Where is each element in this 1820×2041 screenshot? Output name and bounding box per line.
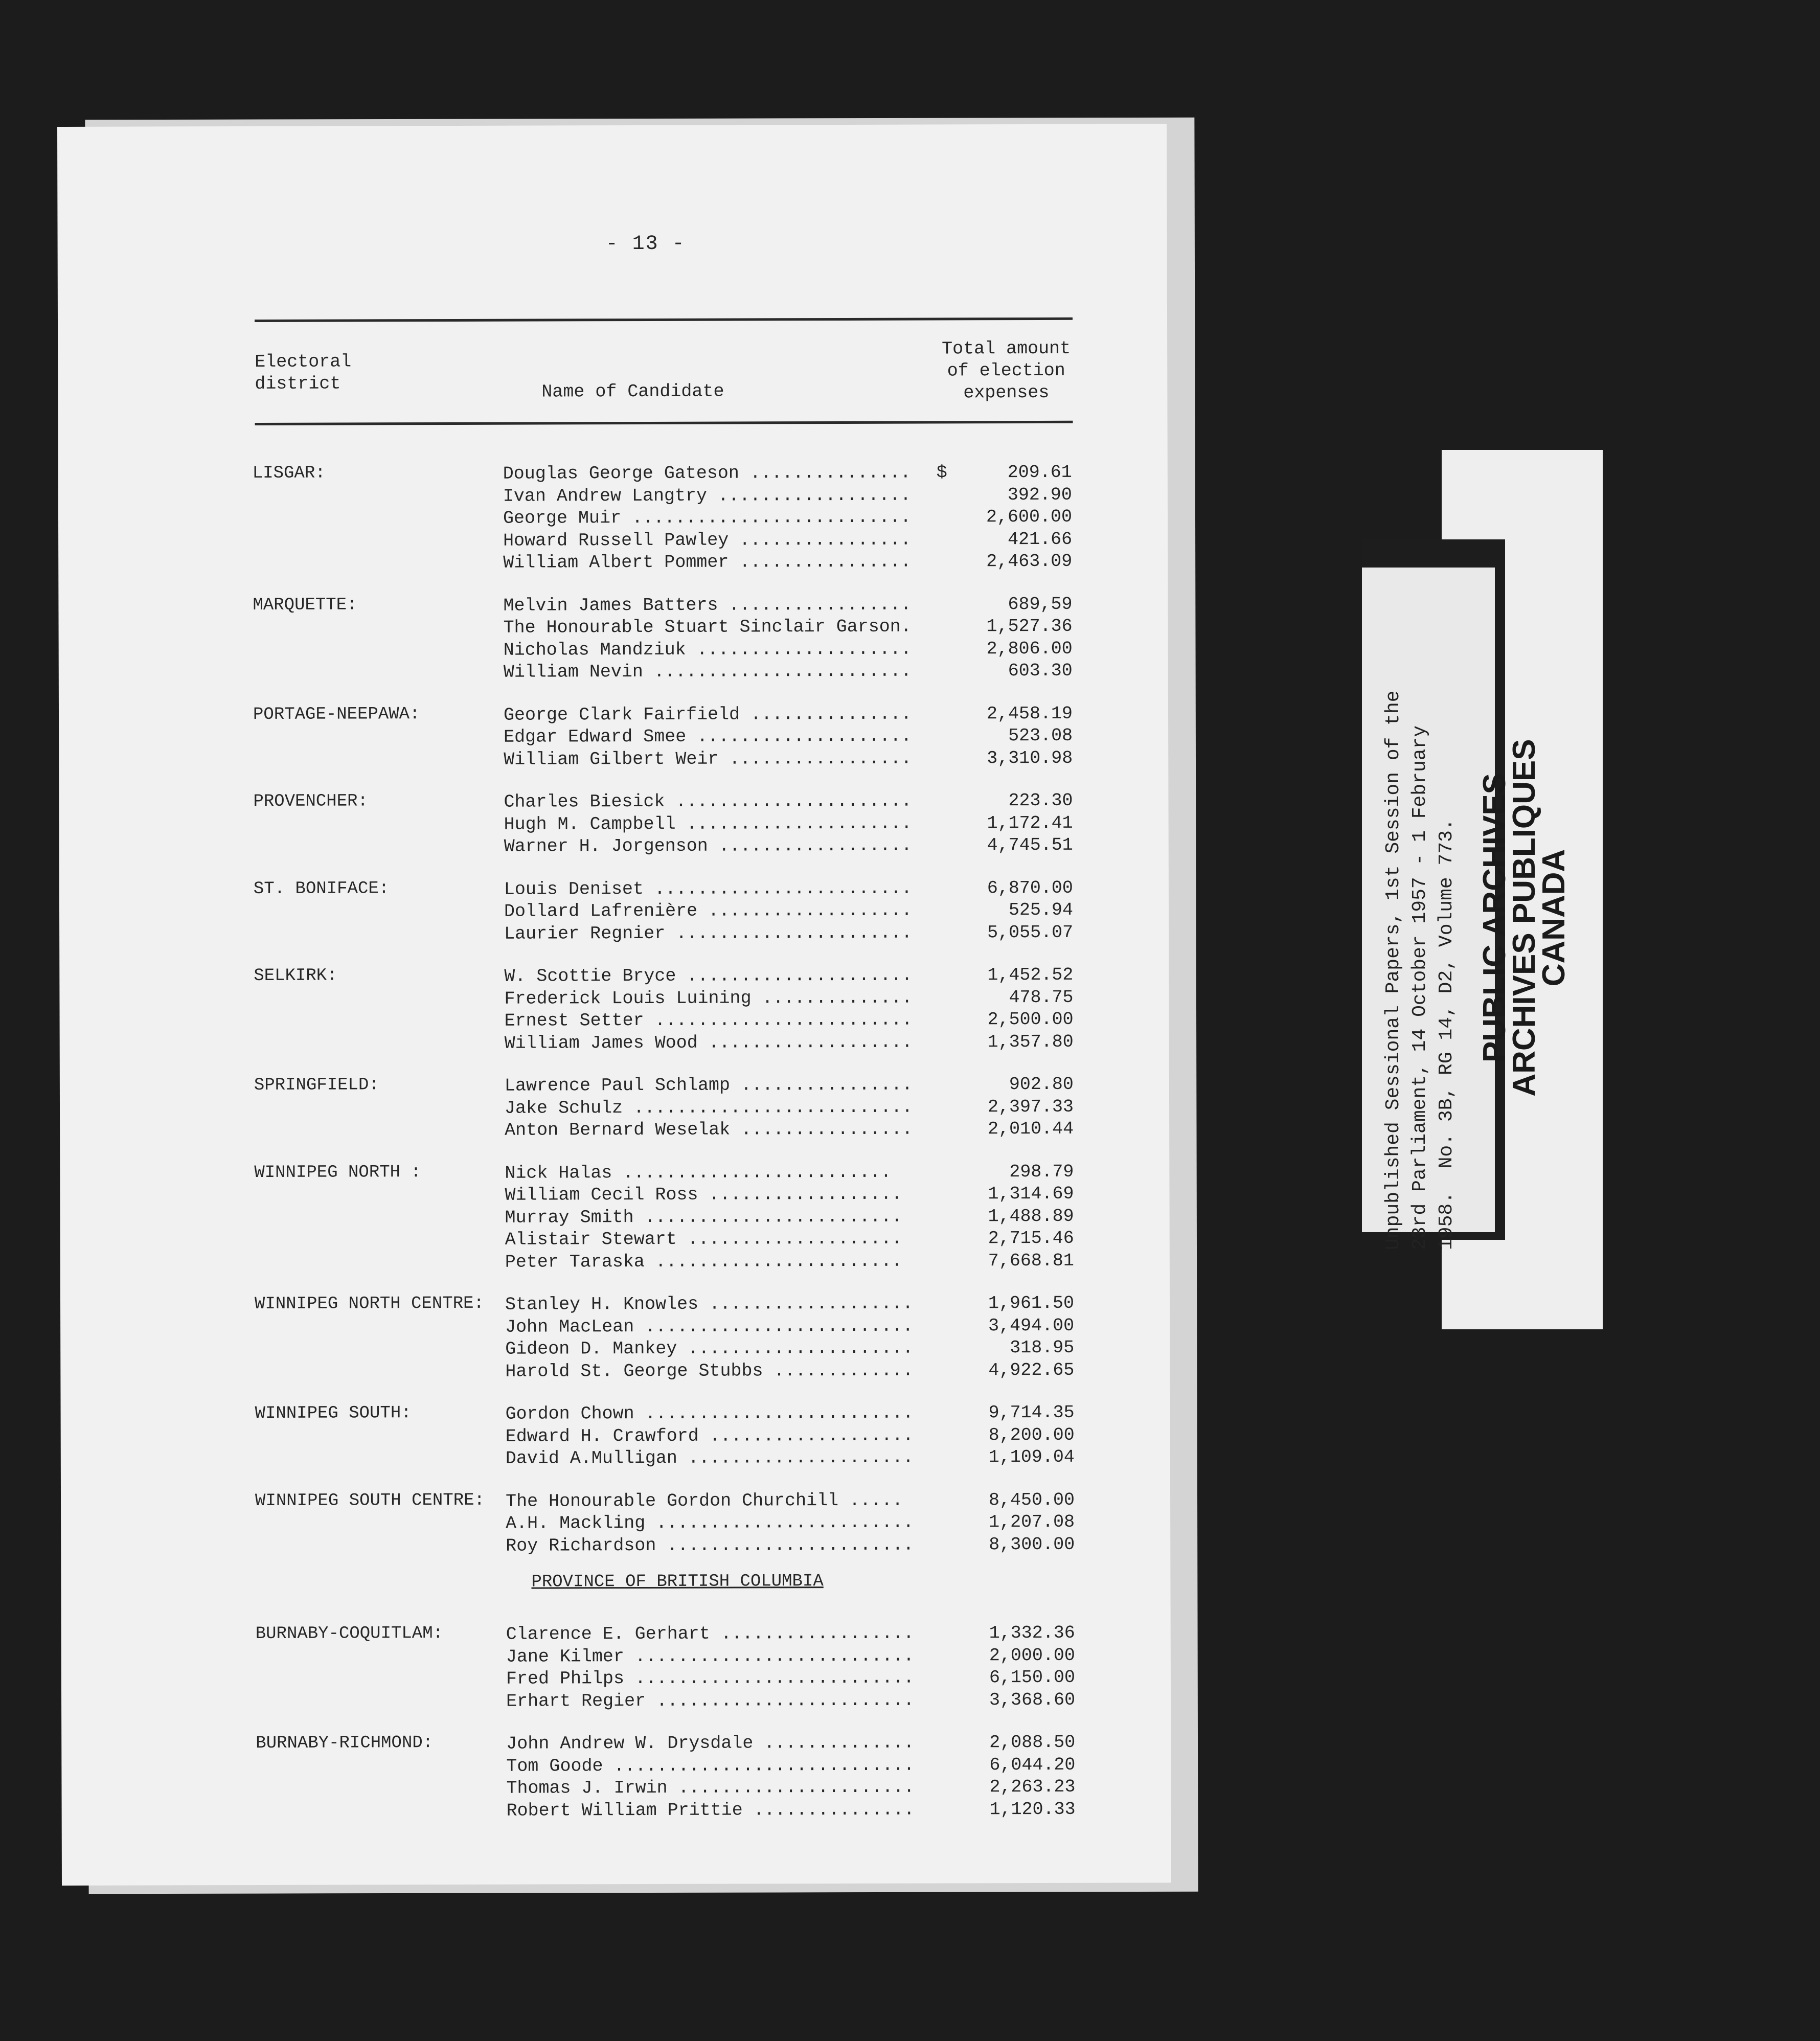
archive-citation: Unpublished Sessional Papers, 1st Session of the 23rd Parliament, 14 October 1957 - 1 February 1958. No. 3B, RG 14, D2, Volume 773. bbox=[1382, 690, 1458, 1250]
expense-amount: 5,055.07 bbox=[987, 922, 1074, 943]
candidate-name: Warner H. Jorgenson .................. bbox=[504, 835, 912, 857]
column-header-amount: Total amount of election expenses bbox=[942, 338, 1071, 403]
header-bottom-rule bbox=[255, 421, 1073, 425]
district-group bbox=[61, 1622, 1171, 1714]
document-page bbox=[57, 124, 1171, 1886]
district-name: WINNIPEG SOUTH CENTRE: bbox=[255, 1490, 485, 1511]
district-group bbox=[58, 593, 1168, 685]
expense-amount: 2,263.23 bbox=[989, 1776, 1076, 1798]
district-group bbox=[59, 877, 1169, 946]
district-group bbox=[59, 702, 1168, 772]
expense-amount: 478.75 bbox=[1009, 987, 1074, 1008]
candidate-row bbox=[59, 986, 1169, 1011]
expense-amount: 8,300.00 bbox=[989, 1534, 1075, 1555]
candidate-row bbox=[61, 1446, 1170, 1471]
district-name: PORTAGE-NEEPAWA: bbox=[253, 704, 420, 724]
candidate-row bbox=[61, 1689, 1171, 1714]
expense-amount: 6,150.00 bbox=[989, 1667, 1075, 1688]
district-name: LISGAR: bbox=[252, 463, 326, 484]
candidate-name: Murray Smith ........................ bbox=[505, 1206, 902, 1228]
expense-amount: 9,714.35 bbox=[988, 1402, 1075, 1423]
district-group bbox=[59, 789, 1168, 859]
candidate-name: W. Scottie Bryce ..................... bbox=[504, 965, 913, 987]
expense-amount: 1,961.50 bbox=[988, 1292, 1075, 1314]
candidate-row bbox=[61, 1533, 1170, 1558]
candidate-row bbox=[59, 747, 1168, 772]
district-name: PROVENCHER: bbox=[253, 791, 368, 812]
candidate-row bbox=[60, 1292, 1170, 1317]
district-group bbox=[61, 1731, 1171, 1823]
candidate-row bbox=[59, 702, 1168, 728]
candidate-row bbox=[58, 550, 1168, 575]
candidate-row bbox=[60, 1161, 1169, 1186]
expense-amount: 2,458.19 bbox=[986, 703, 1073, 724]
expense-amount: 689,59 bbox=[1008, 594, 1073, 615]
candidate-row bbox=[60, 1118, 1169, 1143]
candidate-name: Alistair Stewart .................... bbox=[505, 1228, 902, 1250]
candidate-name: Nick Halas ......................... bbox=[505, 1162, 892, 1184]
archives-stamp: PUBLIC ARCHIVES ARCHIVES PUBLIQUES CANADA bbox=[1477, 739, 1572, 1097]
district-name: WINNIPEG NORTH : bbox=[254, 1162, 421, 1183]
district-group bbox=[60, 1073, 1169, 1143]
candidate-row bbox=[59, 877, 1169, 902]
candidate-name: Harold St. George Stubbs ............. bbox=[505, 1360, 914, 1382]
candidate-name: Jake Schulz .......................... bbox=[504, 1097, 913, 1119]
candidate-name: Tom Goode ............................ bbox=[506, 1755, 915, 1777]
candidate-name: William Gilbert Weir ................. bbox=[504, 748, 912, 770]
candidate-name: William Cecil Ross .................. bbox=[505, 1184, 902, 1206]
district-name: BURNABY-RICHMOND: bbox=[256, 1733, 434, 1753]
district-group bbox=[61, 1401, 1170, 1471]
expense-amount: 3,368.60 bbox=[989, 1689, 1076, 1710]
candidate-row bbox=[61, 1776, 1171, 1801]
expense-amount: 2,088.50 bbox=[989, 1732, 1076, 1753]
district-name: BURNABY-COQUITLAM: bbox=[255, 1624, 444, 1644]
expense-amount: 603.30 bbox=[1008, 660, 1073, 682]
candidate-row bbox=[59, 638, 1168, 663]
candidate-row bbox=[60, 1227, 1170, 1252]
candidate-name: A.H. Mackling ........................ bbox=[506, 1512, 914, 1534]
province-heading-text: PROVINCE OF BRITISH COLUMBIA bbox=[531, 1572, 824, 1592]
candidate-name: Dollard Lafrenière ................... bbox=[504, 900, 913, 922]
expense-amount: 902.80 bbox=[1009, 1074, 1074, 1095]
expense-amount: 2,397.33 bbox=[987, 1096, 1074, 1117]
candidate-row bbox=[60, 1096, 1169, 1121]
expense-amount: 1,172.41 bbox=[987, 812, 1073, 833]
expense-amount: 2,500.00 bbox=[987, 1009, 1074, 1030]
candidate-row bbox=[60, 1205, 1170, 1230]
candidate-row bbox=[60, 1073, 1169, 1098]
district-name: WINNIPEG SOUTH: bbox=[255, 1403, 412, 1423]
currency-symbol: $ bbox=[936, 462, 947, 483]
expense-amount: 421.66 bbox=[1008, 529, 1073, 550]
candidate-name: John Andrew W. Drysdale .............. bbox=[506, 1732, 915, 1754]
expense-amount: 4,922.65 bbox=[988, 1359, 1075, 1380]
district-name: SPRINGFIELD: bbox=[254, 1075, 379, 1095]
expense-amount: 318.95 bbox=[1010, 1337, 1075, 1358]
candidate-name: Ivan Andrew Langtry .................. bbox=[503, 485, 912, 507]
expense-amount: 1,207.08 bbox=[989, 1511, 1075, 1533]
candidate-row bbox=[60, 1031, 1169, 1056]
candidate-name: William Nevin ........................ bbox=[503, 661, 912, 683]
candidate-row bbox=[59, 921, 1169, 946]
candidate-row bbox=[60, 1359, 1170, 1384]
district-group bbox=[60, 1292, 1170, 1384]
candidate-name: Gideon D. Mankey ..................... bbox=[505, 1337, 914, 1359]
column-header-district: Electoral district bbox=[255, 351, 352, 394]
district-name: MARQUETTE: bbox=[253, 595, 357, 615]
candidate-row bbox=[59, 660, 1168, 685]
expense-amount: 525.94 bbox=[1008, 899, 1074, 921]
candidate-row bbox=[61, 1644, 1171, 1669]
column-header-candidate: Name of Candidate bbox=[541, 381, 724, 402]
expense-amount: 1,120.33 bbox=[989, 1799, 1076, 1820]
expense-amount: 1,314.69 bbox=[988, 1183, 1074, 1205]
expense-amount: 1,332.36 bbox=[989, 1622, 1075, 1644]
candidate-row bbox=[58, 506, 1168, 531]
candidate-name: Charles Biesick ...................... bbox=[504, 790, 912, 812]
candidate-name: Nicholas Mandziuk .................... bbox=[503, 639, 912, 661]
candidate-row bbox=[59, 724, 1168, 750]
candidate-row bbox=[58, 461, 1168, 486]
expense-amount: 1,357.80 bbox=[987, 1031, 1074, 1052]
candidate-row bbox=[59, 615, 1168, 640]
expense-amount: 1,109.04 bbox=[988, 1446, 1075, 1468]
expenses-table bbox=[58, 461, 1171, 1844]
expense-amount: 1,452.52 bbox=[987, 964, 1074, 986]
expense-amount: 209.61 bbox=[1007, 462, 1072, 483]
candidate-name: Jane Kilmer .......................... bbox=[506, 1645, 915, 1667]
candidate-row bbox=[62, 1798, 1171, 1823]
header-top-rule bbox=[255, 318, 1073, 322]
district-group bbox=[58, 461, 1168, 575]
candidate-name: Melvin James Batters ................. bbox=[503, 594, 912, 616]
candidate-name: Louis Deniset ........................ bbox=[504, 878, 913, 900]
expense-amount: 3,310.98 bbox=[987, 747, 1073, 768]
candidate-row bbox=[60, 1183, 1169, 1208]
candidate-name: Fred Philps .......................... bbox=[506, 1667, 915, 1689]
expense-amount: 4,745.51 bbox=[987, 834, 1073, 856]
candidate-name: George Clark Fairfield ............... bbox=[503, 704, 912, 725]
expense-amount: 2,806.00 bbox=[986, 638, 1073, 659]
expense-amount: 2,600.00 bbox=[986, 506, 1073, 528]
candidate-name: Hugh M. Campbell ..................... bbox=[504, 813, 912, 835]
candidate-row bbox=[58, 593, 1168, 618]
expense-amount: 8,450.00 bbox=[988, 1489, 1075, 1510]
expense-amount: 2,010.44 bbox=[988, 1118, 1074, 1140]
candidate-name: Howard Russell Pawley ................ bbox=[503, 529, 912, 551]
page-number: - 13 - bbox=[605, 232, 686, 256]
candidate-name: Edward H. Crawford ................... bbox=[505, 1425, 914, 1447]
candidate-name: Peter Taraska ....................... bbox=[505, 1251, 903, 1273]
candidate-name: Laurier Regnier ...................... bbox=[504, 922, 913, 944]
district-group bbox=[60, 1161, 1170, 1275]
district-name: ST. BONIFACE: bbox=[253, 878, 390, 899]
candidate-row bbox=[61, 1401, 1170, 1426]
candidate-name: Stanley H. Knowles ................... bbox=[505, 1293, 914, 1315]
expense-amount: 1,527.36 bbox=[986, 616, 1073, 637]
candidate-name: Lawrence Paul Schlamp ................ bbox=[504, 1074, 913, 1096]
candidate-row bbox=[61, 1511, 1170, 1536]
expense-amount: 298.79 bbox=[1009, 1161, 1074, 1182]
province-heading bbox=[61, 1571, 1170, 1604]
candidate-row bbox=[60, 1314, 1170, 1340]
candidate-name: Gordon Chown ......................... bbox=[505, 1402, 914, 1424]
expense-amount: 1,488.89 bbox=[988, 1206, 1074, 1227]
candidate-name: Douglas George Gateson ............... bbox=[503, 462, 911, 484]
candidate-name: David A.Mulligan ..................... bbox=[505, 1447, 914, 1469]
candidate-row bbox=[58, 484, 1168, 509]
candidate-row bbox=[61, 1731, 1171, 1756]
candidate-name: Clarence E. Gerhart .................. bbox=[506, 1623, 914, 1645]
expense-amount: 523.08 bbox=[1008, 725, 1073, 746]
candidate-row bbox=[58, 528, 1168, 553]
district-name: WINNIPEG NORTH CENTRE: bbox=[254, 1294, 484, 1314]
candidate-name: Edgar Edward Smee .................... bbox=[504, 725, 912, 747]
candidate-row bbox=[59, 812, 1169, 837]
candidate-row bbox=[59, 964, 1169, 989]
district-group bbox=[61, 1489, 1170, 1558]
candidate-name: John MacLean ......................... bbox=[505, 1316, 914, 1337]
candidate-name: William Albert Pommer ................ bbox=[503, 551, 912, 573]
candidate-row bbox=[61, 1622, 1171, 1647]
expense-amount: 2,715.46 bbox=[988, 1228, 1074, 1249]
expense-amount: 7,668.81 bbox=[988, 1250, 1074, 1271]
candidate-name: Frederick Louis Luining .............. bbox=[504, 987, 913, 1009]
district-name: SELKIRK: bbox=[254, 966, 337, 986]
candidate-name: William James Wood ................... bbox=[504, 1032, 913, 1054]
expense-amount: 8,200.00 bbox=[988, 1424, 1075, 1445]
candidate-row bbox=[60, 1250, 1170, 1275]
expense-amount: 2,463.09 bbox=[986, 551, 1073, 572]
candidate-row bbox=[60, 1336, 1170, 1362]
expense-amount: 392.90 bbox=[1007, 484, 1072, 505]
expense-amount: 223.30 bbox=[1008, 790, 1073, 811]
expense-amount: 3,494.00 bbox=[988, 1315, 1075, 1336]
candidate-row bbox=[59, 789, 1168, 814]
candidate-name: Ernest Setter ........................ bbox=[504, 1009, 913, 1031]
candidate-name: Thomas J. Irwin ...................... bbox=[506, 1777, 915, 1799]
expense-amount: 2,000.00 bbox=[989, 1645, 1075, 1666]
candidate-name: Erhart Regier ........................ bbox=[506, 1690, 915, 1712]
candidate-name: Anton Bernard Weselak ................ bbox=[505, 1119, 913, 1141]
candidate-name: George Muir .......................... bbox=[503, 507, 912, 529]
candidate-name: Roy Richardson ....................... bbox=[506, 1534, 914, 1556]
candidate-row bbox=[61, 1666, 1171, 1691]
expense-amount: 6,044.20 bbox=[989, 1754, 1076, 1775]
candidate-row bbox=[60, 1008, 1169, 1033]
candidate-name: The Honourable Gordon Churchill ..... bbox=[505, 1490, 903, 1512]
candidate-row bbox=[59, 899, 1169, 924]
district-group bbox=[59, 964, 1169, 1056]
candidate-name: The Honourable Stuart Sinclair Garson. bbox=[503, 616, 912, 638]
candidate-row bbox=[61, 1424, 1170, 1449]
candidate-row bbox=[61, 1754, 1171, 1779]
candidate-name: Robert William Prittie ............... bbox=[506, 1799, 915, 1821]
expense-amount: 6,870.00 bbox=[987, 877, 1073, 898]
candidate-row bbox=[59, 834, 1169, 859]
candidate-row bbox=[61, 1489, 1170, 1514]
